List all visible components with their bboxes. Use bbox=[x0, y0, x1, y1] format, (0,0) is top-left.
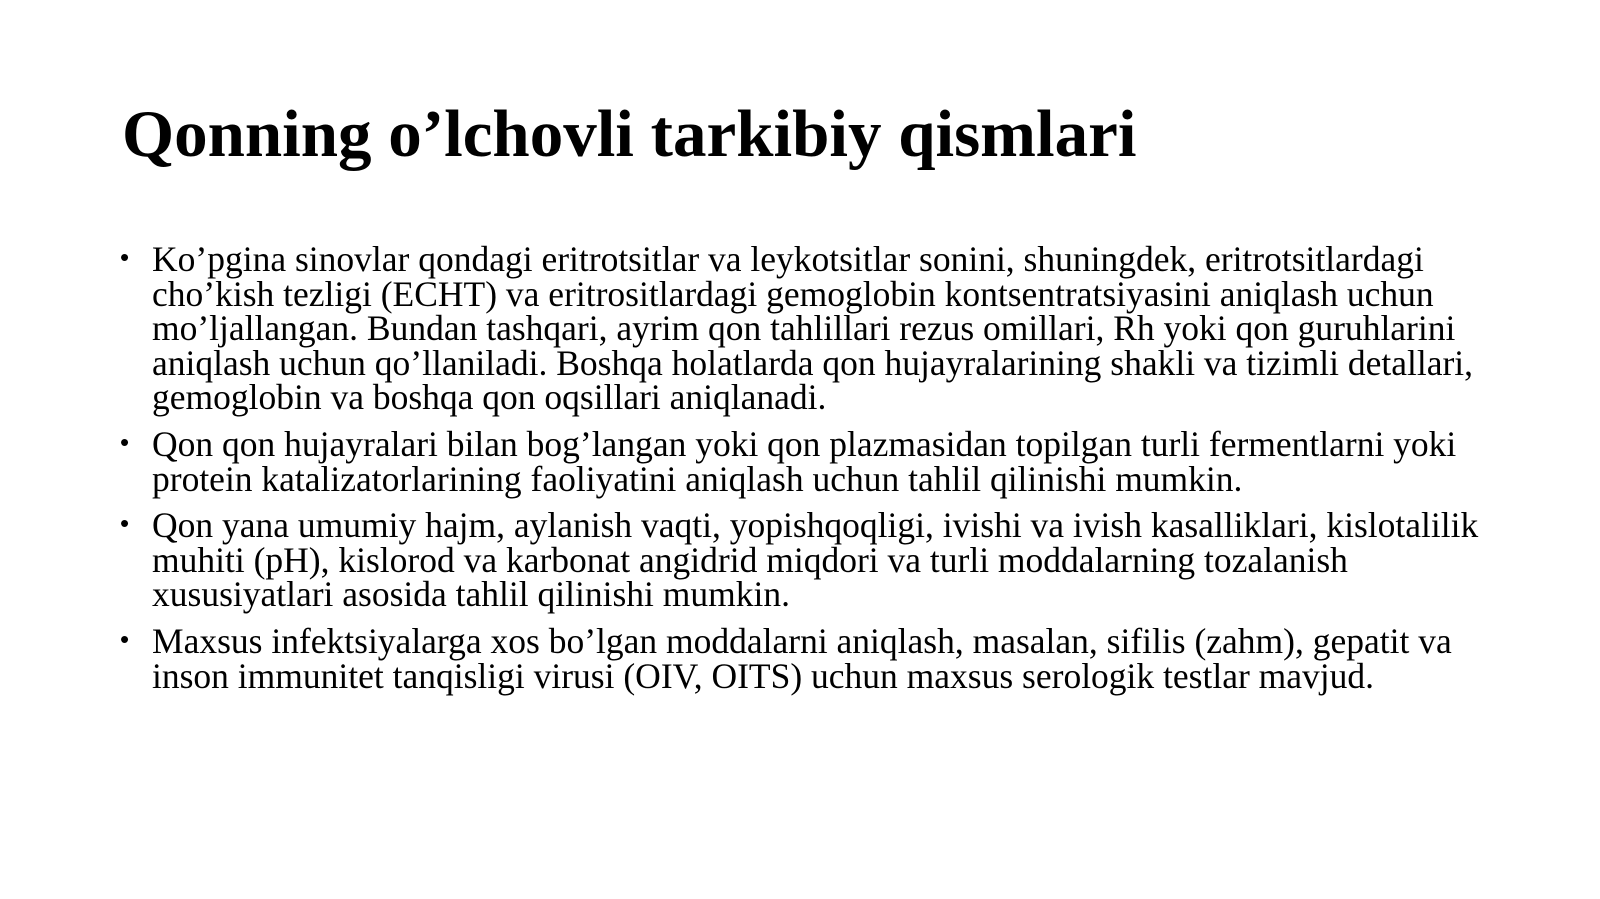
bullet-dot: • bbox=[120, 623, 130, 654]
bullet-item bbox=[118, 239, 1498, 418]
slide-title: Qonning o’lchovli tarkibiy qismlari bbox=[122, 97, 1137, 171]
bullet-dot: • bbox=[120, 426, 130, 457]
bullet-item bbox=[118, 620, 1498, 696]
bullet-item bbox=[118, 505, 1498, 615]
bullet-text: Qon yana umumiy hajm, aylanish vaqti, yopishqoqligi, ivishi va ivish kasalliklari, kislotalilik muhiti (pH), kislorod va karbonat angidrid miqdori va turli moddalarning tozalanish xususiyatlari asosida tahlil qilinishi mumkin. bbox=[152, 505, 1479, 615]
bullet-list bbox=[118, 239, 1498, 705]
bullet-text: Ko’pgina sinovlar qondagi eritrotsitlar va leykotsitlar sonini, shuningdek, eritrotsitlardagi cho’kish tezligi (ECHT) va eritrositlardagi gemoglobin kontsentratsiyasini aniqlash uchun mo’ljallangan. Bundan tashqari, ayrim qon tahlillari rezus omillari, Rh yoki qon guruhlarini aniqlash uchun qo’llaniladi. Boshqa holatlarda qon hujayralarining shakli va tizimli detallari, gemoglobin va boshqa qon oqsillari aniqlanadi. bbox=[152, 239, 1474, 418]
bullet-text: Qon qon hujayralari bilan bog’langan yoki qon plazmasidan topilgan turli fermentlarni yoki protein katalizatorlarining faoliyatini aniqlash uchun tahlil qilinishi mumkin. bbox=[152, 423, 1457, 499]
bullet-dot: • bbox=[120, 242, 130, 272]
bullet-item bbox=[118, 423, 1498, 499]
bullet-text: Maxsus infektsiyalarga xos bo’lgan moddalarni aniqlash, masalan, sifilis (zahm), gepatit va inson immunitet tanqisligi virusi (OIV, OITS) uchun maxsus serologik testlar mavjud. bbox=[152, 620, 1452, 696]
bullet-dot: • bbox=[120, 508, 130, 539]
